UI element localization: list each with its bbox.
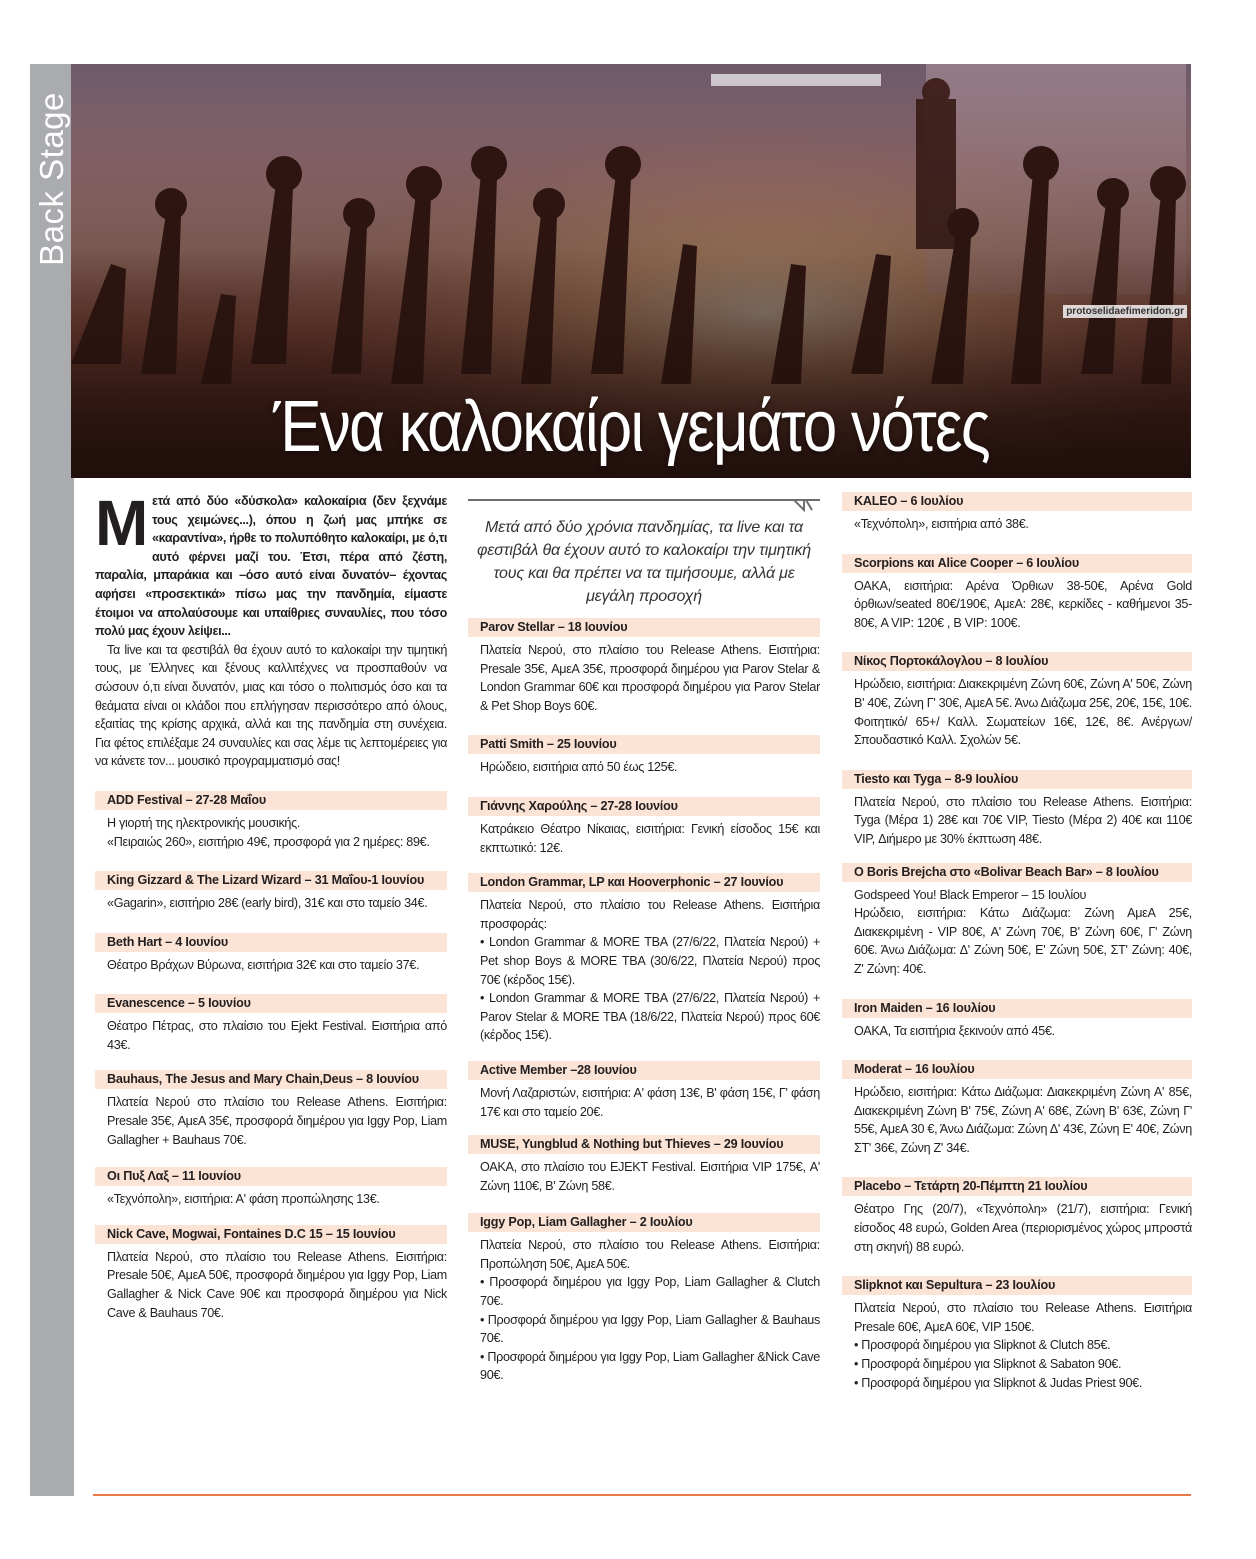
event-item (842, 554, 1192, 633)
event-item (842, 999, 1192, 1041)
event-details (468, 1080, 820, 1121)
column-3 (842, 492, 1192, 1392)
event-detail-line: «Τεχνόπολη», εισιτήρια: Α' φάση προπώλησης 13€. (107, 1192, 380, 1207)
event-item (468, 735, 820, 777)
event-details (468, 637, 820, 715)
event-item (468, 873, 820, 1045)
event-detail-line: «Πειραιώς 260», εισιτήριο 49€, προσφορά για 2 ημέρες: 89€. (107, 834, 430, 849)
event-item (468, 1213, 820, 1385)
event-detail-line: ΟΑΚΑ, εισιτήρια: Αρένα Όρθιων 38-50€, Αρένα Gold όρθιων/seated 80€/190€, ΑμεΑ: 28€, κερκίδες - καθήμενοι 35-80€, A VIP: 120€ , B VIP: 100€. (854, 578, 1192, 630)
event-title: Bauhaus, The Jesus and Mary Chain,Deus – 8 Ιουνίου (95, 1070, 447, 1089)
event-detail-line: Ηρώδειο, εισιτήρια: Κάτω Διάζωμα: Ζώνη ΑμεΑ 25€, Διακεκριμένη - VIP 80€, Α' Ζώνη 70€, Β' Ζώνη 60€, Γ' Ζώνη 60€. Άνω Διάζωμα: Δ' Ζώνη 50€, Ε' Ζώνη 50€, ΣΤ' Ζώνη: 40€, Ζ' Ζώνη: 40€. (854, 906, 1192, 976)
event-title: Moderat – 16 Ιουλίου (842, 1060, 1192, 1079)
event-details (842, 1018, 1192, 1041)
event-details (842, 573, 1192, 633)
event-item (95, 791, 447, 851)
event-detail-line: Ηρώδειο, εισιτήρια από 50 έως 125€. (480, 760, 678, 775)
sidebar-section-label (30, 64, 74, 294)
event-detail-line: Θέατρο Γης (20/7), «Τεχνόπολη» (21/7), εισιτήρια: Γενική είσοδος 48 ευρώ, Golden Area (περιορισμένος χώρος μπροστά στη σκηνή) 88 ευρώ. (854, 1202, 1192, 1254)
event-details (95, 810, 447, 851)
event-title: Scorpions και Alice Cooper – 6 Ιουλίου (842, 554, 1192, 573)
event-title: Nick Cave, Mogwai, Fontaines D.C 15 – 15 Ιουνίου (95, 1225, 447, 1244)
event-item (842, 863, 1192, 979)
event-item (468, 618, 820, 715)
event-title: Tiesto και Tyga – 8-9 Ιουλίου (842, 770, 1192, 789)
hero-image (71, 64, 1191, 478)
event-item (842, 652, 1192, 749)
event-details (95, 1013, 447, 1054)
event-details (842, 1295, 1192, 1392)
event-details (842, 882, 1192, 979)
event-detail-line: • Προσφορά διημέρου για Iggy Pop, Liam Gallagher & Clutch 70€. (480, 1275, 820, 1309)
event-detail-line: Πλατεία Νερού, στο πλαίσιο του Release Athens. Εισιτήρια: Presale 35€, ΑμεΑ 35€, προσφορά διημέρου για Parov Stelar & London Grammar 60€ και προσφορά διημέρου για Parov Stelar & Pet Shop Boys 60€. (480, 643, 820, 713)
event-item (95, 1225, 447, 1322)
event-detail-line: Πλατεία Νερού, στο πλαίσιο του Release Athens. Εισιτήρια Presale 60€, ΑμεΑ 60€, VIP 150€. (854, 1301, 1192, 1334)
event-details (95, 1186, 447, 1209)
event-title: Evanescence – 5 Ιουνίου (95, 994, 447, 1013)
event-item (842, 1060, 1192, 1157)
event-title: Iron Maiden – 16 Ιουλίου (842, 999, 1192, 1018)
event-title: O Boris Brejcha στο «Bolivar Beach Bar» – 8 Ιουλίου (842, 863, 1192, 882)
watermark: protoselidaefimeridon.gr (1063, 305, 1187, 318)
event-details (468, 1232, 820, 1385)
event-title: King Gizzard & The Lizard Wizard – 31 Μαΐου-1 Ιουνίου (95, 871, 447, 890)
intro-text (95, 487, 447, 771)
event-details (95, 890, 447, 913)
headline: Ένα καλοκαίρι γεμάτο νότες (273, 387, 989, 467)
event-detail-line: • London Grammar & MORE TBA (27/6/22, Πλατεία Νερού) + Pet shop Boys & MORE TBA (30/6/22, Πλατεία Νερού) προς 70€ (κέρδος 15€). (480, 935, 820, 987)
event-detail-line: Μονή Λαζαριστών, εισιτήρια: Α' φάση 13€, Β' φάση 15€, Γ' φάση 17€ και στο ταμείο 20€. (480, 1085, 820, 1119)
event-detail-line: Θέατρο Πέτρας, στο πλαίσιο του Ejekt Festival. Εισιτήρια από 43€. (107, 1019, 447, 1052)
event-title: Active Member –28 Ιουνίου (468, 1061, 820, 1080)
event-detail-line: ΟΑΚΑ, Τα εισιτήρια ξεκινούν από 45€. (854, 1023, 1055, 1038)
event-item (468, 1061, 820, 1121)
event-detail-line: • Προσφορά διημέρου για Iggy Pop, Liam Gallagher & Bauhaus 70€. (480, 1312, 820, 1346)
pullquote: Μετά από δύο χρόνια πανδημίας, τα live και τα φεστιβάλ θα έχουν αυτό το καλοκαίρι την τιμητική τους και θα πρέπει να τα τιμήσουμε, αλλά με μεγάλη προσοχή (477, 519, 811, 605)
event-detail-line: • Προσφορά διημέρου για Slipknot & Judas Priest 90€. (854, 1375, 1143, 1390)
event-item (468, 797, 820, 857)
event-detail-line: • Προσφορά διημέρου για Slipknot & Sabaton 90€. (854, 1357, 1122, 1372)
event-detail-line: Πλατεία Νερού, στο πλαίσιο του Release Athens. Εισιτήρια: Tyga (Μέρα 1) 28€ και 70€ VIP, Tiesto (Μέρα 2) 40€ και 110€ VIP, Διήμερο με 30% έκπτωση 48€. (854, 794, 1192, 846)
event-title: Patti Smith – 25 Ιουνίου (468, 735, 820, 754)
event-item (842, 492, 1192, 534)
event-detail-line: Θέατρο Βράχων Βύρωνα, εισιτήρια 32€ και στο ταμείο 37€. (107, 957, 420, 972)
event-details (95, 1244, 447, 1322)
drop-cap: Μ (95, 487, 148, 559)
event-item (468, 1135, 820, 1195)
event-item (95, 871, 447, 913)
event-item (95, 994, 447, 1054)
event-title: London Grammar, LP και Hooverphonic – 27 Ιουνίου (468, 873, 820, 892)
event-details (468, 1154, 820, 1195)
event-detail-line: Κατράκειο Θέατρο Νίκαιας, εισιτήρια: Γενική είσοδος 15€ και εκπτωτικό: 12€. (480, 821, 820, 855)
event-details (468, 754, 820, 777)
event-details (95, 1089, 447, 1149)
bottom-rule (93, 1494, 1191, 1496)
pullquote-rule (468, 496, 820, 510)
event-details (842, 1079, 1192, 1157)
event-title: ADD Festival – 27-28 Μαΐου (95, 791, 447, 810)
event-detail-line: Ηρώδειο, εισιτήρια: Διακεκριμένη Ζώνη 60€, Ζώνη Α' 50€, Ζώνη Β' 40€, Ζώνη Γ' 30€, ΑμεΑ 5€. Άνω Διάζωμα 25€, 20€, 15€, 10€. Φοιτητικό/ 65+/ Καλλ. Σωματείων 16€, 12€, 8€. Ανέργων/ Σπουδαστικό Καλλ. Σχολών 5€. (854, 677, 1193, 748)
column-1 (95, 487, 447, 1322)
event-detail-line: Godspeed You! Black Emperor – 15 Ιουλίου (854, 887, 1087, 902)
event-title: Slipknot και Sepultura – 23 Ιουλίου (842, 1276, 1192, 1295)
event-title: MUSE, Yungblud & Nothing but Thieves – 29 Ιουνίου (468, 1135, 820, 1154)
event-details (842, 671, 1192, 749)
intro-lead: ετά από δύο «δύσκολα» καλοκαίρια (δεν ξεχνάμε τους χειμώνες...), όπου η ζωή μας μπήκε σε «καραντίνα», ήρθε το πολυπόθητο καλοκαίρι, με ό,τι αυτό φέρνει μαζί του. Έτσι, πέρα από ζέστη, παραλία, μπαράκια και –όσο αυτό είναι δυνατόν– έχοντας αφήσει «προσεκτικά» πίσω μας την πανδημία, είμαστε έτοιμοι να απολαύσουμε και υπαίθριες συναυλίες, που τόσο πολύ μας έχουν λείψει... (95, 494, 447, 639)
event-detail-line: ΟΑΚΑ, στο πλαίσιο του EJEKT Festival. Εισιτήρια VIP 175€, Α' Ζώνη 110€, Β' Ζώνη 58€. (480, 1160, 820, 1193)
event-title: Οι Πυξ Λαξ – 11 Ιουνίου (95, 1167, 447, 1186)
intro-body: Τα live και τα φεστιβάλ θα έχουν αυτό το καλοκαίρι την τιμητική τους, με Έλληνες και ξένους καλλιτέχνες να προσπαθούν να σώσουν ό,τι είναι δυνατόν, μιας και τόσο ο πολιτισμός όσο και τα θεάματα είναι οι κλάδοι που επλήγησαν περισσότερο από όλους, εξαιτίας της κρίσης αρχικά, αλλά και της πανδημία στη συνέχεια. Για φέτος επιλέξαμε 24 συναυλίες και σας λέμε τις λεπτομέρειες για να κάνετε τον... μουσικό προγραμματισμό σας! (95, 642, 447, 769)
event-title: Beth Hart – 4 Ιουνίου (95, 933, 447, 952)
events-list-3 (842, 492, 1192, 1392)
event-item (95, 1167, 447, 1209)
event-detail-line: Η γιορτή της ηλεκτρονικής μουσικής. (107, 815, 301, 830)
section-title: Back Stage (33, 92, 70, 266)
event-detail-line: «Gagarin», εισιτήριο 28€ (early bird), 31€ και στο ταμείο 34€. (107, 896, 428, 911)
event-title: Placebo – Τετάρτη 20-Πέμπτη 21 Ιουλίου (842, 1177, 1192, 1196)
event-details (468, 892, 820, 1045)
event-item (95, 1070, 447, 1149)
event-item (95, 933, 447, 975)
event-details (468, 816, 820, 857)
event-detail-line: Πλατεία Νερού, στο πλαίσιο του Release Athens. Εισιτήρια προσφοράς: (480, 898, 820, 931)
event-details (95, 952, 447, 975)
event-title: KALEO – 6 Ιουλίου (842, 492, 1192, 511)
event-title: Parov Stellar – 18 Ιουνίου (468, 618, 820, 637)
event-detail-line: • Προσφορά διημέρου για Iggy Pop, Liam Gallagher &Nick Cave 90€. (480, 1349, 820, 1383)
event-detail-line: • London Grammar & MORE TBA (27/6/22, Πλατεία Νερού) + Parov Stelar & MORE TBA (18/6/22, Πλατεία Νερού) προς 60€ (κέρδος 15€). (480, 991, 820, 1043)
event-details (842, 511, 1192, 534)
event-title: Iggy Pop, Liam Gallagher – 2 Ιουλίου (468, 1213, 820, 1232)
event-detail-line: Πλατεία Νερού, στο πλαίσιο του Release Athens. Εισιτήρια: Presale 50€, ΑμεΑ 50€, προσφορά διημέρου για Iggy Pop, Liam Gallagher & Nick Cave 90€ και προσφορά διημέρου για Nick Cave & Bauhaus 70€. (107, 1249, 447, 1320)
event-detail-line: Πλατεία Νερού, στο πλαίσιο του Release Athens. Εισιτήρια: Προπώληση 50€, ΑμεΑ 50€. (480, 1238, 820, 1271)
event-title: Νίκος Πορτοκάλογλου – 8 Ιουλίου (842, 652, 1192, 671)
event-detail-line: Ηρώδειο, εισιτήρια: Κάτω Διάζωμα: Διακεκριμένη Ζώνη Α' 85€, Διακεκριμένη Ζώνη Β' 75€, Ζώνη Α' 68€, Ζώνη Β' 63€, Ζώνη Γ' 55€, ΑμεΑ 30 €, Άνω Διάζωμα: Ζώνη Δ' 43€, Ζώνη Ε' 40€, Ζώνη ΣΤ' 36€, Ζώνη Ζ' 34€. (854, 1085, 1193, 1155)
event-item (842, 1276, 1192, 1392)
events-list-2 (468, 618, 820, 1385)
event-detail-line: «Τεχνόπολη», εισιτήρια από 38€. (854, 517, 1029, 531)
event-title: Γιάννης Χαρούλης – 27-28 Ιουνίου (468, 797, 820, 816)
event-detail-line: Πλατεία Νερού στο πλαίσιο του Release Athens. Εισιτήρια: Presale 35€, ΑμεΑ 35€, προσφορά διημέρου για Iggy Pop, Liam Gallagher + Bauhaus 70€. (107, 1095, 447, 1147)
event-details (842, 1196, 1192, 1256)
event-item (842, 1177, 1192, 1256)
event-item (842, 770, 1192, 849)
events-list-1 (95, 791, 447, 1322)
column-2 (468, 492, 820, 1385)
event-details (842, 789, 1192, 849)
event-detail-line: • Προσφορά διημέρου για Slipknot & Clutch 85€. (854, 1338, 1111, 1353)
